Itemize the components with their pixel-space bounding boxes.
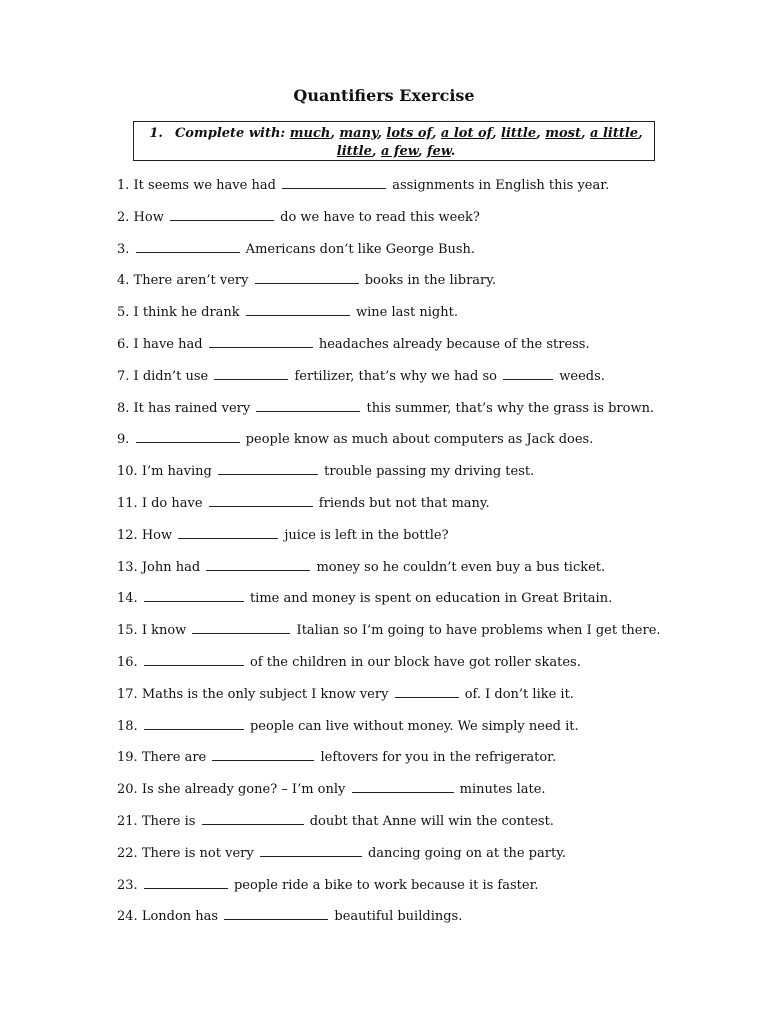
exercise-item: [117, 176, 677, 208]
word-option: lots of: [386, 126, 432, 141]
item-text-after: doubt that Anne will win the contest.: [305, 813, 554, 829]
item-number: 9.: [117, 432, 134, 448]
exercise-item: [117, 717, 677, 749]
exercise-item: [117, 399, 677, 431]
exercise-item: [117, 494, 677, 526]
exercise-item: [117, 748, 677, 780]
answer-blank[interactable]: [282, 176, 386, 189]
answer-blank[interactable]: [178, 526, 278, 539]
word-option: little: [336, 144, 372, 159]
item-number: 19.: [117, 750, 142, 766]
item-text-after: people can live without money. We simply need it.: [245, 718, 579, 734]
item-text-before: Is she already gone? – I’m only: [141, 782, 350, 798]
item-text-after: money so he couldn’t even buy a bus ticket.: [312, 559, 606, 575]
answer-blank[interactable]: [214, 367, 288, 380]
item-number: 13.: [117, 559, 142, 575]
exercise-item: [117, 812, 677, 844]
item-text-before: It seems we have had: [133, 178, 281, 193]
item-text-after: books in the library.: [360, 273, 497, 289]
exercise-item: [117, 589, 677, 621]
answer-blank[interactable]: [144, 876, 228, 889]
exercise-item: [117, 907, 677, 939]
item-text-after: assignments in English this year.: [388, 178, 610, 193]
item-text-after: trouble passing my driving test.: [320, 464, 535, 480]
answer-blank[interactable]: [256, 399, 360, 412]
answer-blank[interactable]: [352, 780, 454, 793]
exercise-item: [117, 430, 677, 462]
item-text-after: beautiful buildings.: [330, 909, 463, 925]
item-text-after: people ride a bike to work because it is faster.: [229, 877, 539, 893]
item-text-before: There aren’t very: [133, 273, 253, 289]
item-text-after: minutes late.: [455, 782, 546, 798]
item-number: 12.: [117, 527, 142, 543]
instruction-prefix: Complete with:: [174, 126, 286, 141]
exercise-item: [117, 240, 677, 272]
item-text-after: time and money is spent on education in Great Britain.: [245, 591, 613, 607]
answer-blank[interactable]: [255, 271, 359, 284]
item-text-after: fertilizer, that’s why we had so: [290, 368, 498, 384]
answer-blank[interactable]: [209, 494, 313, 507]
item-text-after: friends but not that many.: [314, 495, 490, 511]
answer-blank[interactable]: [144, 653, 244, 666]
word-option: little: [501, 126, 537, 141]
item-text-before: How: [133, 209, 168, 225]
instruction-box: 1. Complete with: much, many, lots of, a lot of, little, most, a little, little, a few, few.: [133, 121, 655, 161]
page-title: Quantifiers Exercise: [293, 86, 475, 105]
exercise-item: [117, 685, 677, 717]
answer-blank[interactable]: [218, 462, 318, 475]
answer-blank[interactable]: [260, 844, 362, 857]
answer-blank[interactable]: [136, 240, 240, 253]
item-text-after: dancing going on at the party.: [363, 845, 566, 861]
answer-blank[interactable]: [224, 907, 328, 920]
item-text-before: Maths is the only subject I know very: [141, 686, 393, 702]
item-number: 6.: [117, 336, 134, 352]
answer-blank[interactable]: [136, 430, 240, 443]
item-number: 4.: [117, 273, 134, 289]
item-text-after: Americans don’t like George Bush.: [241, 241, 476, 257]
item-text-after: this summer, that’s why the grass is brown.: [362, 400, 655, 416]
exercise-item: [117, 876, 677, 908]
exercise-item: [117, 526, 677, 558]
answer-blank[interactable]: [144, 717, 244, 730]
exercise-item: [117, 462, 677, 494]
answer-blank[interactable]: [206, 558, 310, 571]
item-text-after: weeds.: [555, 368, 605, 384]
item-number: 17.: [117, 686, 142, 702]
item-number: 24.: [117, 909, 142, 925]
exercise-item: [117, 558, 677, 590]
item-text-after: do we have to read this week?: [275, 209, 480, 225]
item-text-before: How: [141, 527, 177, 543]
item-text-before: I’m having: [141, 464, 216, 480]
exercise-item: [117, 208, 677, 240]
item-text-after: juice is left in the bottle?: [280, 527, 449, 543]
item-text-before: John had: [141, 559, 205, 575]
exercise-item: [117, 780, 677, 812]
item-text-before: I know: [141, 623, 191, 639]
instruction-number: 1.: [149, 126, 163, 141]
item-text-before: I didn’t use: [133, 368, 213, 384]
item-number: 21.: [117, 813, 142, 829]
item-number: 8.: [117, 400, 134, 416]
item-text-before: There is not very: [141, 845, 258, 861]
item-number: 15.: [117, 623, 142, 639]
item-number: 22.: [117, 845, 142, 861]
exercise-item: [117, 653, 677, 685]
item-text-before: I do have: [141, 495, 207, 511]
word-option: many: [339, 126, 378, 141]
word-option: few: [426, 144, 451, 159]
item-number: 7.: [117, 368, 134, 384]
item-number: 1.: [117, 178, 134, 193]
exercise-item: [117, 844, 677, 876]
item-text-after: of. I don’t like it.: [460, 686, 574, 702]
answer-blank[interactable]: [395, 685, 459, 698]
item-text-after: people know as much about computers as Jack does.: [241, 432, 594, 448]
exercise-item: [117, 335, 677, 367]
item-text-after: Italian so I’m going to have problems when I get there.: [292, 623, 661, 639]
exercise-item: [117, 367, 677, 399]
item-text-before: It has rained very: [133, 400, 255, 416]
answer-blank[interactable]: [246, 303, 350, 316]
answer-blank[interactable]: [503, 367, 553, 380]
item-text-after: of the children in our block have got roller skates.: [245, 654, 581, 670]
exercise-item: [117, 621, 677, 653]
item-number: 2.: [117, 209, 134, 225]
item-number: 18.: [117, 718, 142, 734]
answer-blank[interactable]: [192, 621, 290, 634]
item-number: 3.: [117, 241, 134, 257]
item-text-after: leftovers for you in the refrigerator.: [316, 750, 557, 766]
answer-blank[interactable]: [170, 208, 274, 221]
item-number: 11.: [117, 495, 142, 511]
exercise-item: [117, 271, 677, 303]
item-text-before: London has: [141, 909, 223, 925]
answer-blank[interactable]: [202, 812, 304, 825]
word-option: a lot of: [440, 126, 492, 141]
item-text-after: wine last night.: [351, 305, 458, 321]
item-number: 5.: [117, 305, 134, 321]
item-number: 23.: [117, 877, 142, 893]
item-number: 16.: [117, 654, 142, 670]
item-number: 10.: [117, 464, 142, 480]
item-text-before: There are: [141, 750, 211, 766]
word-option: most: [545, 126, 581, 141]
item-number: 20.: [117, 782, 142, 798]
word-option: a few: [380, 144, 418, 159]
answer-blank[interactable]: [209, 335, 313, 348]
word-option: much: [289, 126, 331, 141]
exercise-list: [117, 176, 677, 939]
item-text-before: I have had: [133, 336, 207, 352]
exercise-item: [117, 303, 677, 335]
answer-blank[interactable]: [212, 748, 314, 761]
word-option: a little: [590, 126, 639, 141]
item-number: 14.: [117, 591, 142, 607]
answer-blank[interactable]: [144, 589, 244, 602]
item-text-before: There is: [141, 813, 200, 829]
item-text-before: I think he drank: [133, 305, 244, 321]
item-text-after: headaches already because of the stress.: [314, 336, 590, 352]
